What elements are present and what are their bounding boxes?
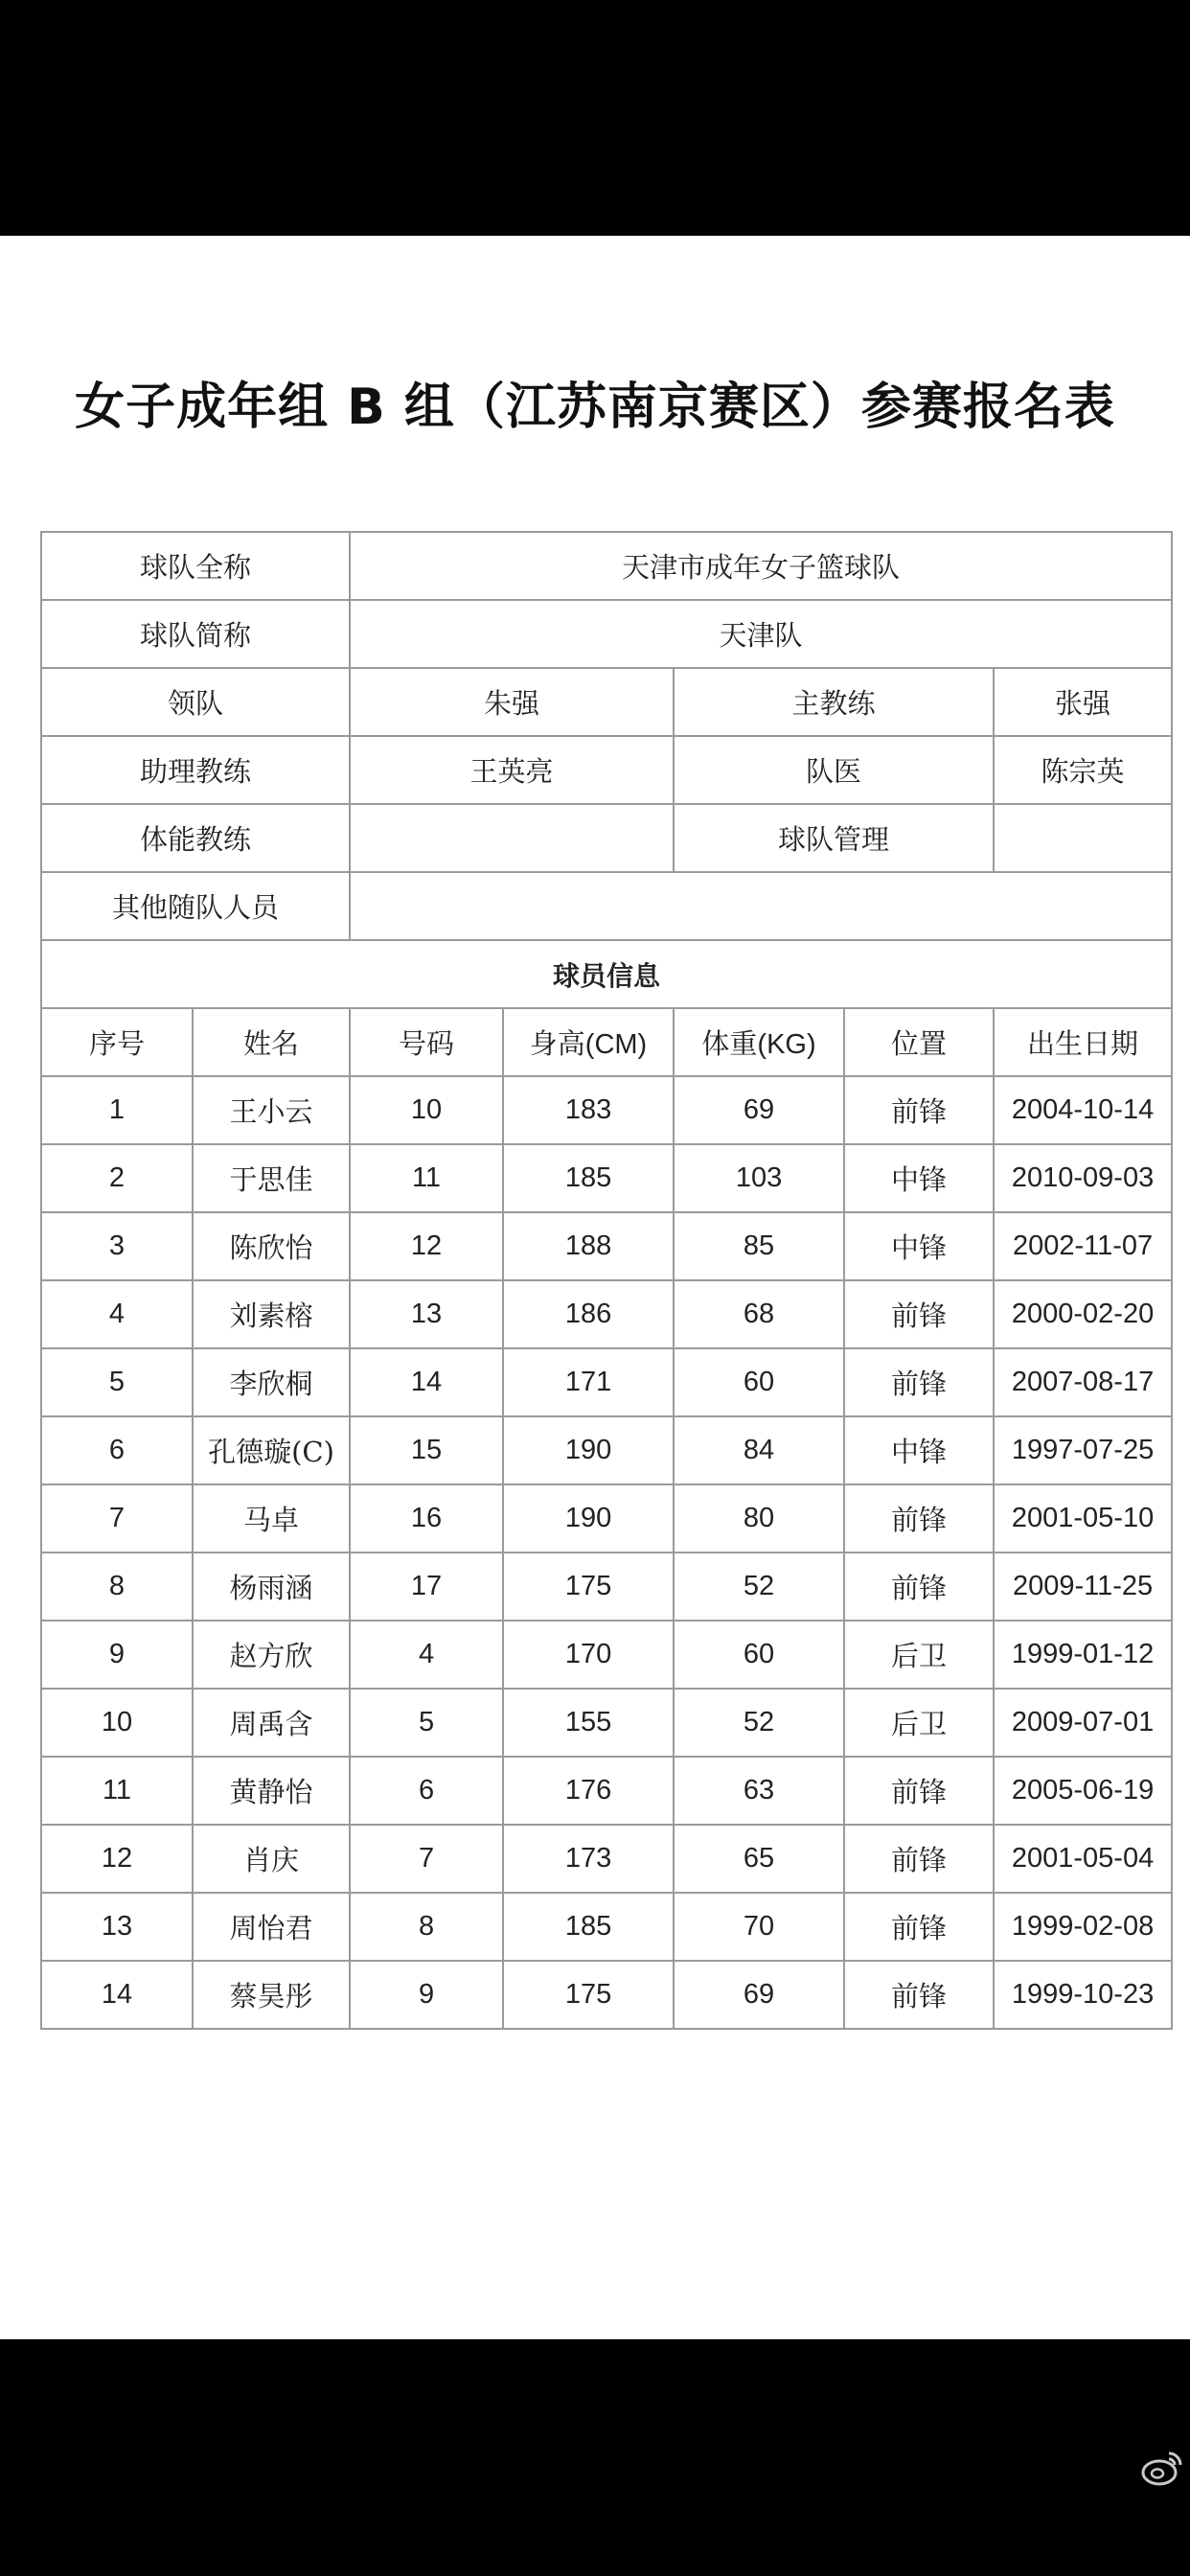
head-coach-value: 张强 — [994, 668, 1172, 736]
player-cell: 3 — [41, 1212, 193, 1280]
page-title: 女子成年组 B 组（江苏南京赛区）参赛报名表 — [75, 379, 1115, 436]
player-cell: 11 — [350, 1144, 503, 1212]
player-cell: 8 — [350, 1893, 503, 1961]
player-cell: 60 — [674, 1348, 844, 1416]
player-cell: 2004-10-14 — [994, 1076, 1172, 1144]
assistant-coach-label: 助理教练 — [41, 736, 350, 804]
player-rows — [41, 1076, 1172, 2029]
player-cell: 陈欣怡 — [193, 1212, 350, 1280]
player-cell: 前锋 — [844, 1552, 994, 1621]
player-cell: 孔德璇(C) — [193, 1416, 350, 1484]
player-cell: 10 — [41, 1689, 193, 1757]
player-cell: 周禹含 — [193, 1689, 350, 1757]
manager-label: 球队管理 — [674, 804, 994, 872]
player-cell: 中锋 — [844, 1144, 994, 1212]
player-cell: 12 — [41, 1825, 193, 1893]
player-header-row — [41, 1008, 1172, 1076]
player-cell: 前锋 — [844, 1076, 994, 1144]
player-cell: 103 — [674, 1144, 844, 1212]
doctor-label: 队医 — [674, 736, 994, 804]
player-cell: 王小云 — [193, 1076, 350, 1144]
team-short-name-label: 球队简称 — [41, 600, 350, 668]
player-cell: 9 — [41, 1621, 193, 1689]
header-cell: 位置 — [844, 1008, 994, 1076]
leader-row — [41, 668, 1172, 736]
weibo-icon — [1140, 2446, 1184, 2490]
assistant-row — [41, 736, 1172, 804]
player-cell: 63 — [674, 1757, 844, 1825]
others-label: 其他随队人员 — [41, 872, 350, 940]
player-cell: 14 — [41, 1961, 193, 2029]
player-row — [41, 1348, 1172, 1416]
header-cell: 体重(KG) — [674, 1008, 844, 1076]
player-cell: 6 — [41, 1416, 193, 1484]
player-cell: 2002-11-07 — [994, 1212, 1172, 1280]
player-cell: 190 — [503, 1484, 674, 1552]
player-cell: 10 — [350, 1076, 503, 1144]
player-cell: 李欣桐 — [193, 1348, 350, 1416]
header-cell: 序号 — [41, 1008, 193, 1076]
player-cell: 9 — [350, 1961, 503, 2029]
player-cell: 14 — [350, 1348, 503, 1416]
player-cell: 1999-01-12 — [994, 1621, 1172, 1689]
player-cell: 11 — [41, 1757, 193, 1825]
player-cell: 蔡昊彤 — [193, 1961, 350, 2029]
others-row — [41, 872, 1172, 940]
player-cell: 52 — [674, 1689, 844, 1757]
player-cell: 176 — [503, 1757, 674, 1825]
player-cell: 于思佳 — [193, 1144, 350, 1212]
player-row — [41, 1144, 1172, 1212]
player-cell: 175 — [503, 1961, 674, 2029]
player-cell: 7 — [350, 1825, 503, 1893]
player-cell: 12 — [350, 1212, 503, 1280]
player-row — [41, 1552, 1172, 1621]
player-cell: 刘素榕 — [193, 1280, 350, 1348]
player-cell: 2009-07-01 — [994, 1689, 1172, 1757]
player-cell: 188 — [503, 1212, 674, 1280]
leader-label: 领队 — [41, 668, 350, 736]
player-cell: 肖庆 — [193, 1825, 350, 1893]
player-cell: 2007-08-17 — [994, 1348, 1172, 1416]
player-row — [41, 1893, 1172, 1961]
player-row — [41, 1416, 1172, 1484]
player-cell: 周怡君 — [193, 1893, 350, 1961]
player-cell: 中锋 — [844, 1416, 994, 1484]
player-cell: 1 — [41, 1076, 193, 1144]
player-cell: 17 — [350, 1552, 503, 1621]
player-row — [41, 1076, 1172, 1144]
player-cell: 68 — [674, 1280, 844, 1348]
player-row — [41, 1689, 1172, 1757]
team-short-name-row — [41, 600, 1172, 668]
others-value — [350, 872, 1172, 940]
player-cell: 5 — [350, 1689, 503, 1757]
player-cell: 4 — [350, 1621, 503, 1689]
registration-table — [40, 531, 1173, 2030]
player-cell: 赵方欣 — [193, 1621, 350, 1689]
player-cell: 171 — [503, 1348, 674, 1416]
player-cell: 70 — [674, 1893, 844, 1961]
document-page — [0, 236, 1190, 2339]
player-cell: 后卫 — [844, 1621, 994, 1689]
player-cell: 15 — [350, 1416, 503, 1484]
head-coach-label: 主教练 — [674, 668, 994, 736]
player-cell: 186 — [503, 1280, 674, 1348]
doctor-value: 陈宗英 — [994, 736, 1172, 804]
player-cell: 52 — [674, 1552, 844, 1621]
player-cell: 杨雨涵 — [193, 1552, 350, 1621]
team-full-name-label: 球队全称 — [41, 532, 350, 600]
player-row — [41, 1961, 1172, 2029]
player-cell: 黄静怡 — [193, 1757, 350, 1825]
player-cell: 80 — [674, 1484, 844, 1552]
player-cell: 60 — [674, 1621, 844, 1689]
player-cell: 190 — [503, 1416, 674, 1484]
player-cell: 16 — [350, 1484, 503, 1552]
player-cell: 2005-06-19 — [994, 1757, 1172, 1825]
fitness-coach-value — [350, 804, 674, 872]
player-cell: 2 — [41, 1144, 193, 1212]
player-cell: 5 — [41, 1348, 193, 1416]
player-cell: 2000-02-20 — [994, 1280, 1172, 1348]
team-full-name-row — [41, 532, 1172, 600]
player-cell: 1999-02-08 — [994, 1893, 1172, 1961]
player-row — [41, 1621, 1172, 1689]
header-cell: 姓名 — [193, 1008, 350, 1076]
player-cell: 173 — [503, 1825, 674, 1893]
player-cell: 85 — [674, 1212, 844, 1280]
player-cell: 8 — [41, 1552, 193, 1621]
player-cell: 中锋 — [844, 1212, 994, 1280]
header-cell: 出生日期 — [994, 1008, 1172, 1076]
player-cell: 13 — [350, 1280, 503, 1348]
player-row — [41, 1212, 1172, 1280]
assistant-coach-value: 王英亮 — [350, 736, 674, 804]
fitness-coach-label: 体能教练 — [41, 804, 350, 872]
player-row — [41, 1484, 1172, 1552]
player-cell: 183 — [503, 1076, 674, 1144]
player-row — [41, 1280, 1172, 1348]
player-cell: 前锋 — [844, 1757, 994, 1825]
header-cell: 身高(CM) — [503, 1008, 674, 1076]
players-section-row — [41, 940, 1172, 1008]
player-cell: 69 — [674, 1076, 844, 1144]
player-cell: 69 — [674, 1961, 844, 2029]
player-cell: 前锋 — [844, 1961, 994, 2029]
player-cell: 2001-05-04 — [994, 1825, 1172, 1893]
player-cell: 前锋 — [844, 1348, 994, 1416]
player-cell: 前锋 — [844, 1280, 994, 1348]
player-cell: 前锋 — [844, 1893, 994, 1961]
player-cell: 170 — [503, 1621, 674, 1689]
fitness-row — [41, 804, 1172, 872]
player-cell: 65 — [674, 1825, 844, 1893]
manager-value — [994, 804, 1172, 872]
player-cell: 175 — [503, 1552, 674, 1621]
team-full-name: 天津市成年女子篮球队 — [350, 532, 1172, 600]
player-row — [41, 1757, 1172, 1825]
player-cell: 后卫 — [844, 1689, 994, 1757]
player-cell: 7 — [41, 1484, 193, 1552]
player-cell: 185 — [503, 1893, 674, 1961]
player-cell: 2001-05-10 — [994, 1484, 1172, 1552]
player-cell: 1999-10-23 — [994, 1961, 1172, 2029]
player-cell: 前锋 — [844, 1825, 994, 1893]
player-cell: 4 — [41, 1280, 193, 1348]
player-cell: 马卓 — [193, 1484, 350, 1552]
player-cell: 155 — [503, 1689, 674, 1757]
player-cell: 13 — [41, 1893, 193, 1961]
header-cell: 号码 — [350, 1008, 503, 1076]
player-cell: 185 — [503, 1144, 674, 1212]
player-cell: 6 — [350, 1757, 503, 1825]
player-cell: 前锋 — [844, 1484, 994, 1552]
player-row — [41, 1825, 1172, 1893]
player-cell: 1997-07-25 — [994, 1416, 1172, 1484]
player-cell: 2010-09-03 — [994, 1144, 1172, 1212]
team-short-name: 天津队 — [350, 600, 1172, 668]
player-cell: 2009-11-25 — [994, 1552, 1172, 1621]
players-section-title: 球员信息 — [41, 940, 1172, 1008]
player-cell: 84 — [674, 1416, 844, 1484]
leader-value: 朱强 — [350, 668, 674, 736]
